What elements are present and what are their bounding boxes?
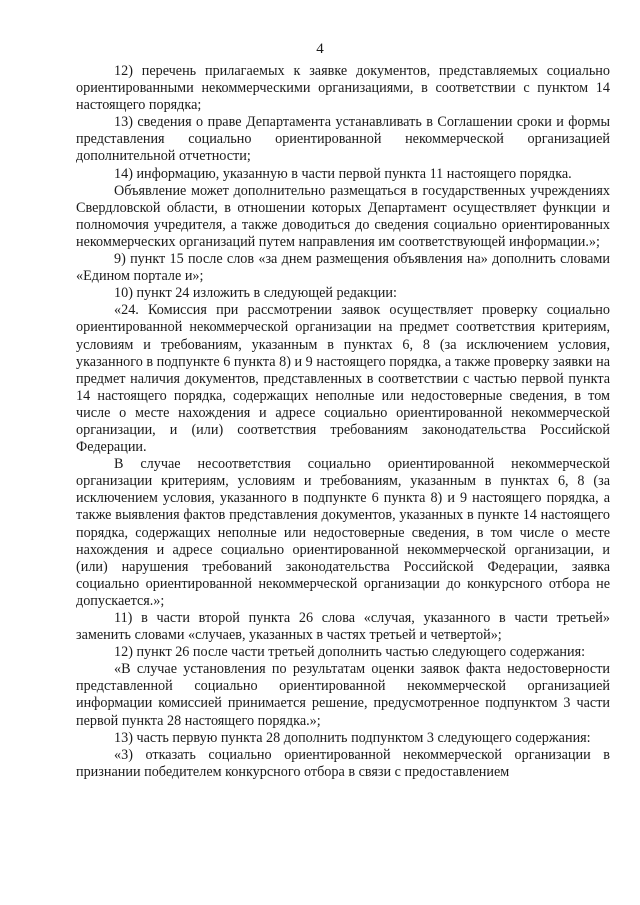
paragraph-clause-26-addition: «В случае установления по результатам оценки заявок факта недостоверности представленной социально ориентированной некоммерческой организацией информации комиссией принимается решение, предусмотренное подпунктом 3 части первой пункта 28 настоящего порядка.»; [76,661,610,729]
paragraph-announcement: Объявление может дополнительно размещаться в государственных учреждениях Свердловской области, в отношении которых Департамент осуществляет функции и полномочия учредителя, а также доводиться до сведения социально ориентированных некоммерческих организаций путем направления им соответствующей информации.»; [76,182,610,250]
paragraph-amendment-9: 9) пункт 15 после слов «за днем размещения объявления на» дополнить словами «Едином портале и»; [76,251,610,285]
paragraph-subclause-3: «3) отказать социально ориентированной некоммерческой организации в признании победителем конкурсного отбора в связи с предоставлением [76,746,610,780]
paragraph-clause-24: «24. Комиссия при рассмотрении заявок осуществляет проверку социально ориентированной некоммерческой организации на предмет соответствия критериям, условиям и требованиям, указанным в пунктах 6, 8 (за исключением условия, указанного в подпункте 6 пункта 8) и 9 настоящего порядка, а также проверку заявки на предмет наличия документов, представленных в соответствии с частью первой пункта 14 настоящего порядка, содержащих неполные или недостоверные сведения, в том числе о месте нахождения и адресе социально ориентированной некоммерческой организации, и (или) соответствия требованиям законодательства Российской Федерации. [76,302,610,456]
paragraph-amendment-12: 12) пункт 26 после части третьей дополнить частью следующего содержания: [114,644,586,661]
paragraph-amendment-10: 10) пункт 24 изложить в следующей редакции: [114,285,397,302]
paragraph-item-13: 13) сведения о праве Департамента устанавливать в Соглашении сроки и формы представления социально ориентированной некоммерческой организацией дополнительной отчетности; [76,114,610,165]
paragraph-amendment-11: 11) в части второй пункта 26 слова «случая, указанного в части третьей» заменить словами «случаев, указанных в частях третьей и четвертой»; [76,610,610,644]
page-number: 4 [316,41,324,57]
paragraph-amendment-13: 13) часть первую пункта 28 дополнить подпунктом 3 следующего содержания: [114,729,591,746]
paragraph-item-12: 12) перечень прилагаемых к заявке документов, представляемых социально ориентированными некоммерческими организациями, в соответствии с пунктом 14 настоящего порядка; [76,63,610,114]
paragraph-item-14: 14) информацию, указанную в части первой пункта 11 настоящего порядка. [114,165,572,182]
paragraph-clause-24-continued: В случае несоответствия социально ориентированной некоммерческой организации критериям, условиям и требованиям, указанным в пунктах 6, 8 (за исключением условия, указанного в подпункте 6 пункта 8) и 9 настоящего порядка, а также выявления фактов представления документов, указанных в пункте 14 настоящего порядка, содержащих неполные или недостоверные сведения, в том числе о месте нахождения и адресе социально ориентированной некоммерческой организации, и (или) нарушения требований законодательства Российской Федерации, заявка социально ориентированной некоммерческой организации до конкурсного отбора не допускается.»; [76,456,610,609]
document-body [76,63,610,781]
